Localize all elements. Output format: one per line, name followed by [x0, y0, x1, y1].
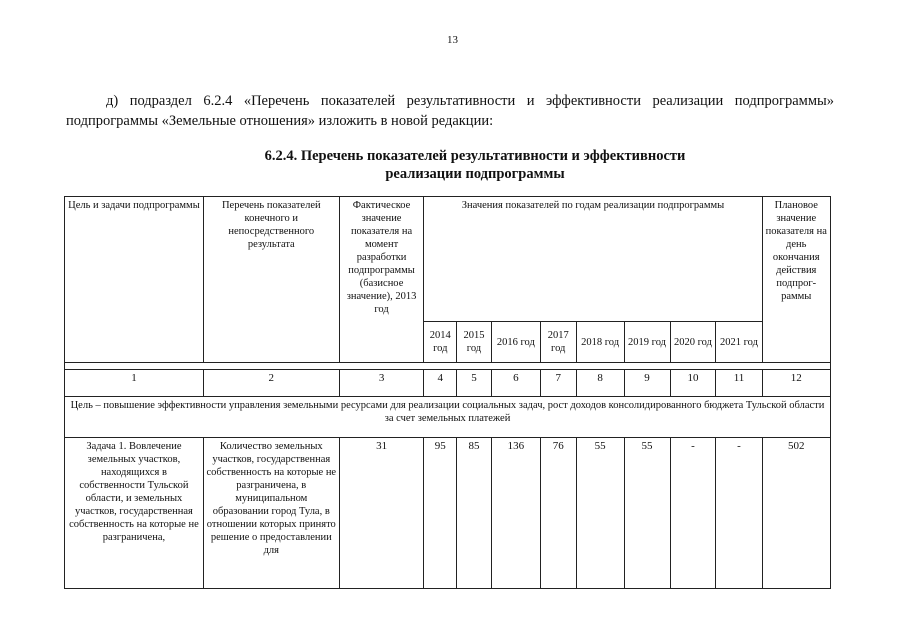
year-value-cell: 136 [491, 438, 540, 589]
intro-paragraph [66, 91, 834, 131]
heading-line-1: 6.2.4. Перечень показателей результативности и эффективности [264, 148, 686, 164]
column-number: 10 [670, 370, 716, 397]
column-number: 1 [65, 370, 204, 397]
header-year: 2016 год [491, 322, 540, 363]
column-number: 8 [576, 370, 624, 397]
task-cell: Задача 1. Вовлечение земельных участков, находящихся в собственности Тульской области, и земельных участков, государственная собственность на которые не разграничена, [65, 438, 204, 589]
section-heading [60, 147, 890, 183]
header-indicators: Перечень показателей конечного и непосредственного результата [203, 197, 339, 363]
column-number: 12 [762, 370, 831, 397]
header-actual-value: Фактическое значение показателя на момент разработки подпрограммы (базисное значение), 2013 год [339, 197, 424, 363]
goal-row: Цель – повышение эффективности управления земельными ресурсами для реализации социальных задач, рост доходов консолидированного бюджета Тульской области за счет земельных платежей [65, 397, 831, 438]
header-year: 2015 год [457, 322, 492, 363]
year-value-cell: 95 [424, 438, 457, 589]
column-number: 4 [424, 370, 457, 397]
header-values-by-year: Значения показателей по годам реализации подпрограммы [424, 197, 762, 322]
year-value-cell: 85 [457, 438, 492, 589]
column-number-row [65, 370, 831, 397]
column-number: 5 [457, 370, 492, 397]
year-value-cell: 55 [624, 438, 670, 589]
page-number: 13 [447, 34, 458, 46]
intro-line-1: д) подраздел 6.2.4 «Перечень показателей результативности и эффективности реализации подпрограммы» [106, 93, 834, 109]
intro-line-2: подпрограммы «Земельные отношения» изложить в новой редакции: [66, 113, 494, 129]
year-value-cell: - [716, 438, 762, 589]
column-number: 9 [624, 370, 670, 397]
column-number: 2 [203, 370, 339, 397]
indicator-cell: Количество земельных участков, государственная собственность на которые не разграничена, в муниципальном образовании город Тула, в отношении которых принято решение о предоставлении для [203, 438, 339, 589]
header-year: 2019 год [624, 322, 670, 363]
header-year: 2018 год [576, 322, 624, 363]
table-spacer [65, 363, 831, 370]
header-year: 2014 год [424, 322, 457, 363]
header-year: 2017 год [540, 322, 576, 363]
column-number: 3 [339, 370, 424, 397]
column-number: 6 [491, 370, 540, 397]
year-value-cell: 55 [576, 438, 624, 589]
header-year: 2020 год [670, 322, 716, 363]
year-value-cell: 76 [540, 438, 576, 589]
indicators-table [64, 196, 831, 589]
header-year: 2021 год [716, 322, 762, 363]
column-number: 7 [540, 370, 576, 397]
column-number: 11 [716, 370, 762, 397]
table-row [65, 438, 831, 589]
heading-line-2: реализации подпрограммы [385, 166, 565, 182]
header-planned-value: Плановое значение показателя на день окончания действия подпрог- раммы [762, 197, 831, 363]
planned-value-cell: 502 [762, 438, 831, 589]
base-value-cell: 31 [339, 438, 424, 589]
header-goals: Цель и задачи подпрограммы [65, 197, 204, 363]
year-value-cell: - [670, 438, 716, 589]
